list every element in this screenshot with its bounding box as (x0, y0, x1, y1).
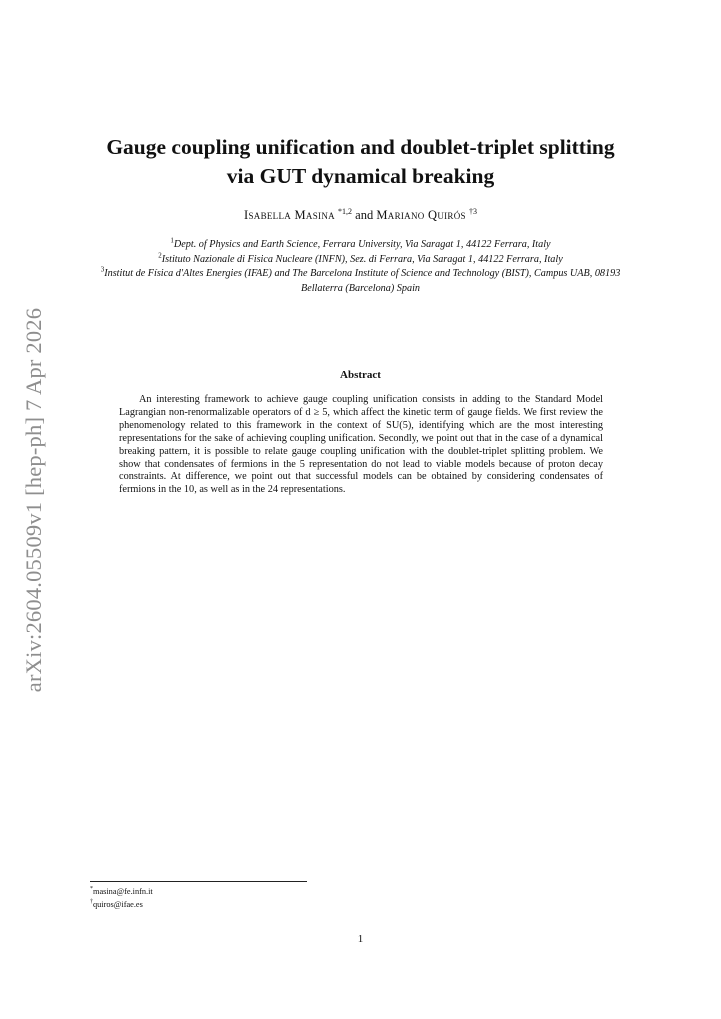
footnote-1-email: masina@fe.infn.it (93, 887, 153, 896)
author-2-marks: †3 (468, 206, 477, 216)
paper-title-line-2: via GUT dynamical breaking (226, 164, 495, 188)
footnote-1 (90, 885, 153, 898)
author-1-name: Isabella Masina (244, 208, 335, 222)
affiliation-3-text: Institut de Física d'Altes Energies (IFAE) and The Barcelona Institute of Science and Technology (BIST), Campus UAB, 08193 Bellaterra (Barcelona) Spain (104, 268, 621, 294)
affiliation-3-mark: 3 (100, 265, 105, 274)
affiliation-1 (90, 238, 631, 253)
page-number: 1 (357, 933, 364, 945)
footnote-divider (90, 881, 307, 882)
affiliation-list (90, 238, 631, 296)
footnote-2 (90, 898, 153, 911)
arxiv-identifier-text: arXiv:2604.05509v1 [hep-ph] 7 Apr 2026 (21, 307, 47, 693)
paper-title-line-1: Gauge coupling unification and doublet-triplet splitting (106, 135, 615, 159)
affiliation-2 (90, 253, 631, 268)
arxiv-identifier-stamp (19, 300, 49, 700)
author-1-marks: *1,2 (338, 206, 353, 216)
affiliation-2-text: Istituto Nazionale di Fisica Nucleare (INFN), Sez. di Ferrara, Via Saragat 1, 44122 Ferrara, Italy (161, 253, 563, 265)
paper-title (60, 133, 661, 191)
abstract-body: An interesting framework to achieve gauge coupling unification consists in adding to the Standard Model Lagrangian non-renormalizable operators of d ≥ 5, which affect the kinetic term of gauge fields. We first review the phenomenology related to this framework in the context of SU(5), identifying which are the most interesting representations for the sake of achieving coupling unification. Secondly, we point out that in the case of a dynamical breaking pattern, it is possible to relate gauge coupling unification with the doublet-triplet splitting problem. We show that condensates of fermions in the 5 representation do not lead to viable models because of proton decay constraints. At difference, we point out that successful models can be obtained by considering condensates of fermions in the 10, as well as in the 24 representations. (119, 394, 603, 496)
affiliation-1-mark: 1 (170, 236, 174, 245)
author-list (60, 207, 661, 223)
footnote-2-email: quiros@ifae.es (93, 900, 143, 909)
footnote-1-mark: * (90, 886, 93, 893)
affiliation-3 (90, 267, 631, 296)
abstract-heading: Abstract (340, 369, 381, 381)
author-conjunction: and (355, 208, 374, 222)
footnote-2-mark: † (90, 899, 93, 906)
author-2-name: Mariano Quirós (376, 208, 466, 222)
footnote-list (90, 885, 153, 911)
affiliation-1-text: Dept. of Physics and Earth Science, Ferrara University, Via Saragat 1, 44122 Ferrara, Italy (173, 239, 551, 250)
affiliation-2-mark: 2 (158, 251, 162, 260)
